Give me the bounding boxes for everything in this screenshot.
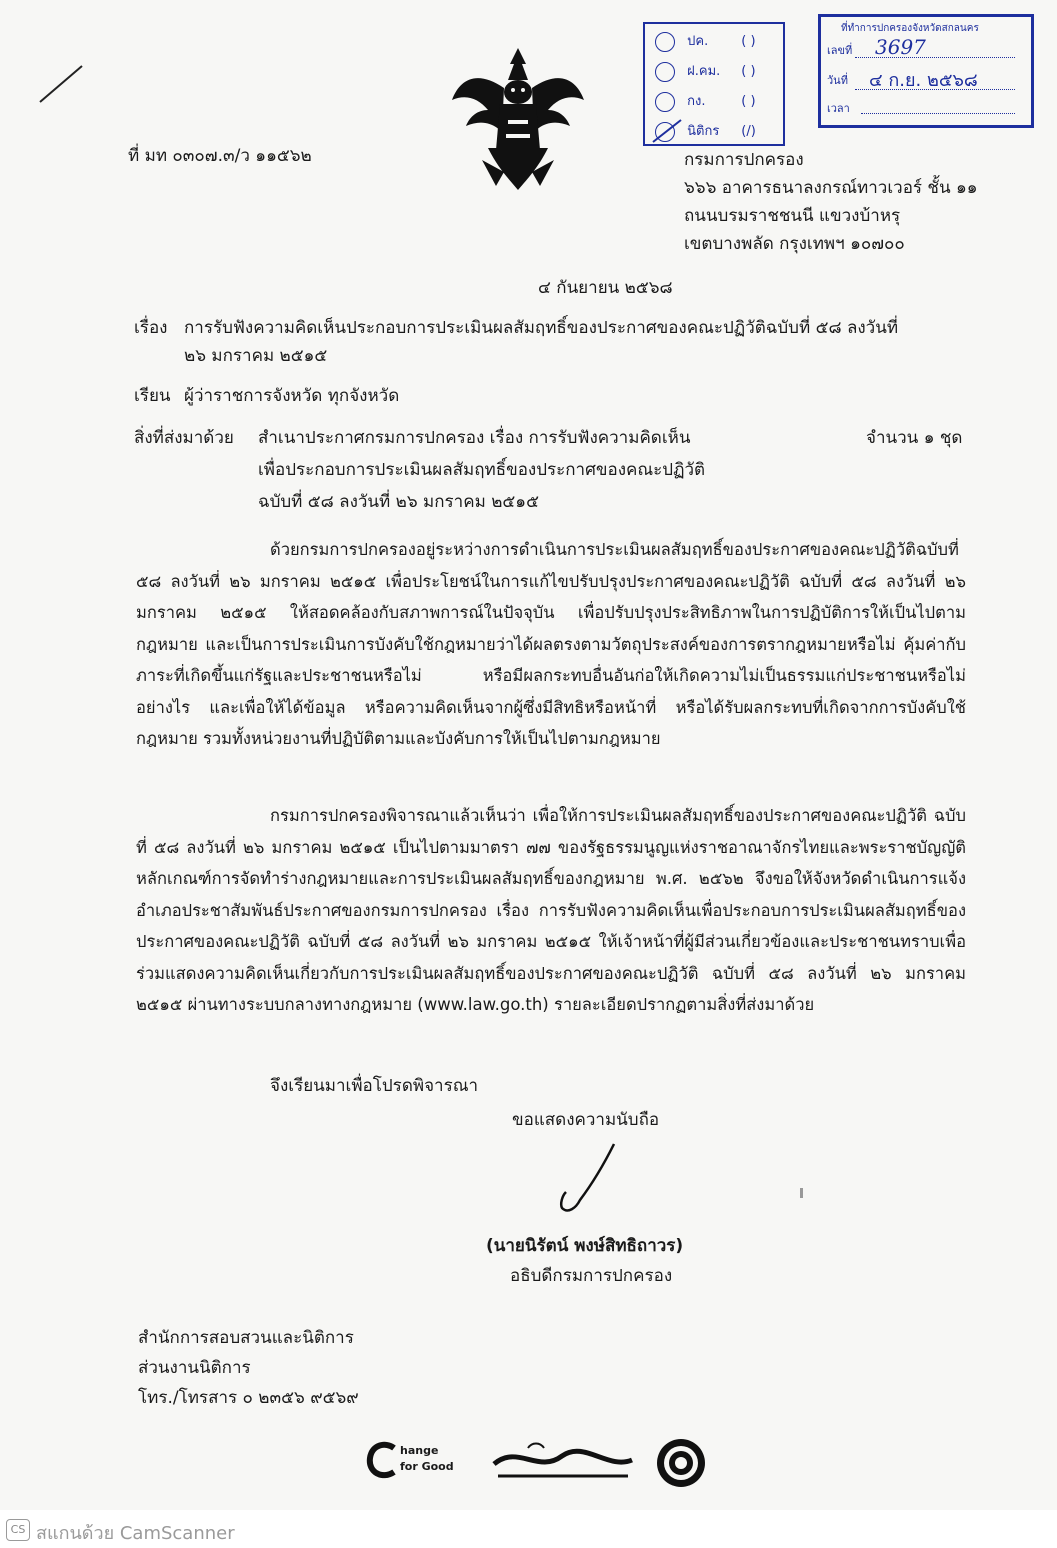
reference-number: ที่ มท ๐๓๐๗.๓/ว ๑๑๕๖๒ [128, 146, 312, 166]
checkbox-circle-icon [655, 32, 675, 52]
camscanner-watermark: สแกนด้วย CamScanner [36, 1523, 235, 1544]
routing-mark: ( ) [741, 34, 756, 49]
camscanner-logo-icon: CS [6, 1519, 30, 1541]
divider [855, 57, 1015, 58]
receipt-header: ที่ทำการปกครองจังหวัดสกลนคร [841, 23, 979, 34]
routing-row-3 [655, 90, 756, 112]
enclosure-text: เพื่อประกอบการประเมินผลสัมฤทธิ์ของประกาศของคณะปฏิวัติ [258, 460, 706, 480]
closing: ขอแสดงความนับถือ [512, 1110, 660, 1130]
pen-mark [36, 60, 86, 110]
enclosure-quantity: จำนวน ๑ ชุด [866, 428, 963, 448]
divider [861, 113, 1015, 114]
checkbox-circle-icon [655, 62, 675, 82]
logo-text: hange [400, 1444, 439, 1457]
receipt-date-label: วันที่ [827, 74, 848, 87]
checkbox-circle-icon [655, 92, 675, 112]
routing-mark: ( ) [741, 94, 756, 109]
recipient: ผู้ว่าราชการจังหวัด ทุกจังหวัด [184, 386, 400, 406]
routing-label: กง. [687, 94, 706, 109]
receipt-stamp [818, 14, 1034, 128]
signer-title: อธิบดีกรมการปกครอง [510, 1266, 673, 1286]
enclosure-text: สำเนาประกาศกรมการปกครอง เรื่อง การรับฟังความคิดเห็น [258, 428, 691, 448]
routing-mark: (/) [741, 124, 756, 139]
signature-image [552, 1138, 642, 1228]
paragraph-text: ด้วยกรมการปกครองอยู่ระหว่างการดำเนินการประเมินผลสัมฤทธิ์ของประกาศของคณะปฏิวัติฉบับที่ ๕๘ ลงวันที่ ๒๖ มกราคม ๒๕๑๕ เพื่อประโยชน์ในการแก้ไขปรับปรุงประกาศของคณะปฏิวัติ ฉบับที่ ๕๘ ลงวันที่ ๒๖ มกราคม ๒๕๑๕ ให้สอดคล้องกับสภาพการณ์ในปัจจุบัน เพื่อปรับปรุงประสิทธิภาพในการปฏิบัติการให้เป็นไปตามกฎหมาย และเป็นการประเมินการบังคับใช้กฎหมายว่าได้ผลตรงตามวัตถุประสงค์ของการตรากฎหมายหรือไม่ คุ้มค่ากับภาระที่เกิดขึ้นแก่รัฐและประชาชนหรือไม่ หรือมีผลกระทบอื่นอันก่อให้เกิดความไม่เป็นธรรมแก่ประชาชนหรือไม่ อย่างไร และเพื่อให้ได้ข้อมูล หรือความคิดเห็นจากผู้ซึ่งมีสิทธิหรือหน้าที่ หรือได้รับผลกระทบที่เกิดจากการบังคับใช้กฎหมาย รวมทั้งหน่วยงานที่ปฏิบัติตามและบังคับการให้เป็นไปตามกฎหมาย [136, 540, 966, 748]
sender-address-line: ๖๖๖ อาคารธนาลงกรณ์ทาวเวอร์ ชั้น ๑๑ [684, 178, 978, 198]
office-line: ส่วนงานนิติการ [138, 1358, 251, 1378]
routing-stamp [643, 22, 785, 146]
enclosure-text: ฉบับที่ ๕๘ ลงวันที่ ๒๖ มกราคม ๒๕๑๕ [258, 492, 539, 512]
receipt-date-value: ๔ ก.ย. ๒๕๖๘ [869, 70, 978, 91]
sender-address-line: กรมการปกครอง [684, 150, 804, 170]
scanner-footer [0, 1510, 1057, 1548]
office-line: โทร./โทรสาร ๐ ๒๓๕๖ ๙๕๖๙ [138, 1388, 359, 1408]
routing-mark: ( ) [741, 64, 756, 79]
routing-label: นิติกร [687, 124, 720, 139]
letter-date: ๔ กันยายน ๒๕๖๘ [538, 278, 673, 298]
subject-label: เรื่อง [134, 318, 168, 338]
to-label: เรียน [134, 386, 171, 406]
routing-label: ฝ.คม. [687, 64, 721, 79]
body-paragraph-2 [136, 800, 966, 1021]
c-logo-icon [366, 1440, 400, 1480]
sender-address-line: เขตบางพลัด กรุงเทพฯ ๑๐๗๐๐ [684, 234, 905, 254]
speck [800, 1188, 803, 1198]
closing-request: จึงเรียนมาเพื่อโปรดพิจารณา [270, 1076, 479, 1096]
logo-text: for Good [400, 1460, 454, 1473]
check-slash-icon [651, 118, 685, 144]
signer-name: (นายนิรัตน์ พงษ์สิทธิถาวร) [486, 1236, 684, 1256]
garuda-emblem [448, 40, 588, 200]
body-paragraph-1 [136, 534, 966, 755]
enclosure-label: สิ่งที่ส่งมาด้วย [134, 428, 234, 448]
divider [855, 89, 1015, 90]
subject-text: การรับฟังความคิดเห็นประกอบการประเมินผลสัมฤทธิ์ของประกาศของคณะปฏิวัติฉบับที่ ๕๘ ลงวันที่ [184, 318, 899, 338]
change-for-good-logo [366, 1440, 466, 1480]
routing-row-2 [655, 60, 756, 82]
paragraph-text: กรมการปกครองพิจารณาแล้วเห็นว่า เพื่อให้การประเมินผลสัมฤทธิ์ของประกาศของคณะปฏิวัติ ฉบับที่ ๕๘ ลงวันที่ ๒๖ มกราคม ๒๕๑๕ เป็นไปตามมาตรา ๗๗ ของรัฐธรรมนูญแห่งราชอาณาจักรไทยและพระราชบัญญัติหลักเกณฑ์การจัดทำร่างกฎหมายและการประเมินผลสัมฤทธิ์ของกฎหมาย พ.ศ. ๒๕๖๒ จึงขอให้จังหวัดดำเนินการแจ้งอำเภอประชาสัมพันธ์ประกาศของกรมการปกครอง เรื่อง การรับฟังความคิดเห็นเพื่อประกอบการประเมินผลสัมฤทธิ์ของประกาศของคณะปฏิวัติ ฉบับที่ ๕๘ ลงวันที่ ๒๖ มกราคม ๒๕๑๕ ให้เจ้าหน้าที่ผู้มีส่วนเกี่ยวข้องและประชาชนทราบเพื่อร่วมแสดงความคิดเห็นเกี่ยวกับการประเมินผลสัมฤทธิ์ของประกาศของคณะปฏิวัติ ฉบับที่ ๕๘ ลงวันที่ ๒๖ มกราคม ๒๕๑๕ ผ่านทางระบบกลางทางกฎหมาย (www.law.go.th) รายละเอียดปรากฏตามสิ่งที่ส่งมาด้วย [136, 806, 966, 1014]
subject-text: ๒๖ มกราคม ๒๕๑๕ [184, 346, 328, 366]
routing-label: ปค. [687, 34, 709, 49]
receipt-number-label: เลขที่ [827, 44, 853, 57]
office-line: สำนักการสอบสวนและนิติการ [138, 1328, 354, 1348]
sender-address-line: ถนนบรมราชชนนี แขวงบ้าหรุ [684, 206, 901, 226]
calligraphy-logo-icon [488, 1434, 638, 1484]
department-seal-icon [654, 1436, 708, 1490]
receipt-number-value: 3697 [875, 35, 926, 59]
receipt-time-label: เวลา [827, 102, 850, 115]
routing-row-1 [655, 30, 756, 52]
